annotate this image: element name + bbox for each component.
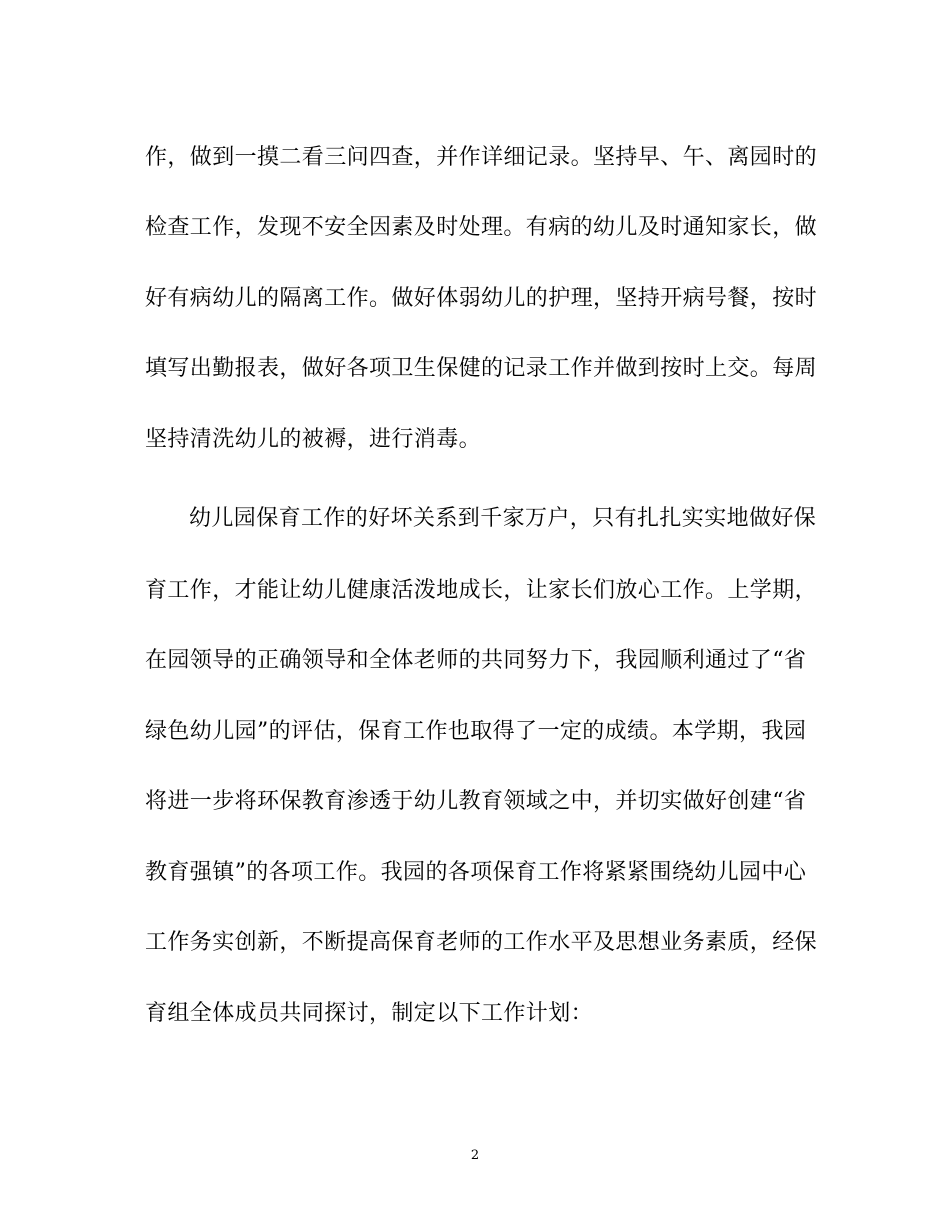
text-line: 教育强镇”的各项工作。我园的各项保育工作将紧紧围绕幼儿园中心 — [145, 860, 807, 885]
text-line: 工作务实创新，不断提高保育老师的工作水平及思想业务素质，经保 — [145, 930, 818, 955]
text-line: 检查工作，发现不安全因素及时处理。有病的幼儿及时通知家长，做 — [145, 215, 818, 240]
text-line: 育组全体成员共同探讨，制定以下工作计划： — [145, 1001, 594, 1026]
text-line: 作，做到一摸二看三问四查，并作详细记录。坚持早、午、离园时的 — [145, 145, 818, 170]
text-line: 将进一步将环保教育渗透于幼儿教育领域之中，并切实做好创建“省 — [145, 789, 807, 814]
text-line: 好有病幼儿的隔离工作。做好体弱幼儿的护理，坚持开病号餐，按时 — [145, 286, 818, 311]
text-line: 绿色幼儿园”的评估，保育工作也取得了一定的成绩。本学期，我园 — [145, 719, 807, 744]
page-number: 2 — [470, 1148, 480, 1163]
text-line: 育工作，才能让幼儿健康活泼地成长，让家长们放心工作。上学期， — [145, 578, 818, 603]
text-line: 填写出勤报表，做好各项卫生保健的记录工作并做到按时上交。每周 — [145, 356, 818, 381]
text-line: 在园领导的正确领导和全体老师的共同努力下，我园顺利通过了“省 — [145, 648, 807, 673]
text-line: 坚持清洗幼儿的被褥，进行消毒。 — [145, 427, 482, 452]
text-line: 幼儿园保育工作的好坏关系到千家万户，只有扎扎实实地做好保 — [189, 506, 817, 531]
